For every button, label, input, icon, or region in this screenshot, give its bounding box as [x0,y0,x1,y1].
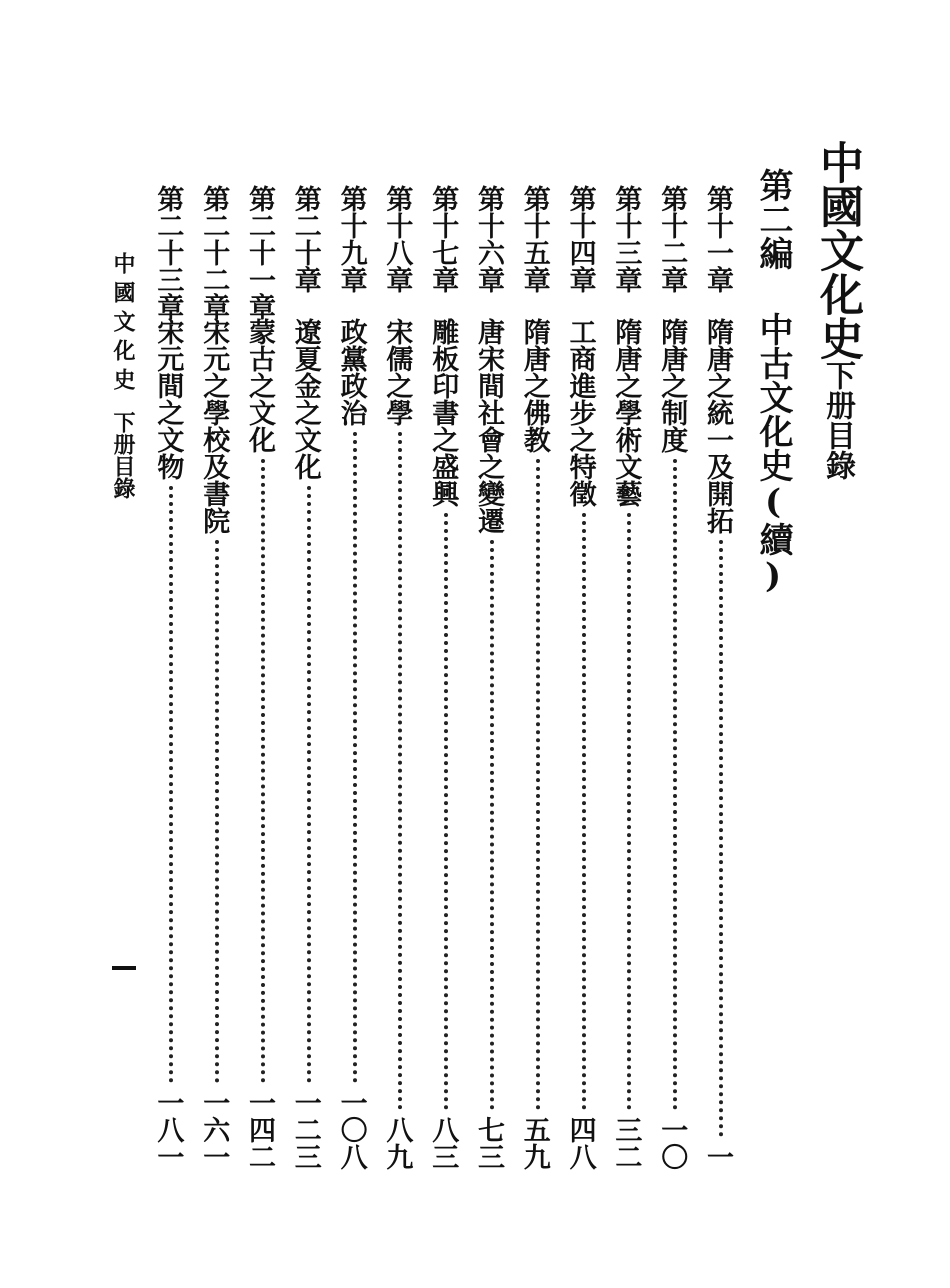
chapter-number: 第二十三章 [152,185,184,320]
chapter-title: 宋元之學校及書院 [198,318,230,534]
chapter-number: 第十六章 [473,185,504,293]
chapter-title: 工商進步之特徵 [564,318,596,507]
dot-leader [307,486,311,1083]
chapter-title: 隋唐之學術文藝 [610,318,642,507]
chapter-page: 七三 [473,1116,504,1170]
toc-entry [518,185,555,1170]
toc-entry [475,185,509,1170]
chapter-number: 第十九章 [335,185,367,293]
toc-entry [154,185,188,1170]
chapter-title: 隋唐之統一及開拓 [702,318,733,534]
dot-leader [673,459,677,1110]
chapter-number: 第十七章 [427,185,459,293]
dot-leader [719,540,723,1137]
chapter-title: 遼夏金之文化 [289,318,321,480]
chapter-title: 雕板印書之盛興 [427,318,459,507]
dot-leader [627,513,631,1110]
chapter-number: 第二十二章 [198,185,230,320]
toc-entry [564,185,601,1170]
book-title-sub: 下册目錄 [820,360,855,480]
chapter-number: 第二十一章 [244,185,275,320]
page-footer [112,252,134,499]
chapter-number: 第二十章 [289,185,321,293]
chapter-title: 蒙古之文化 [244,318,275,453]
footer-title: 中國文化史 [110,252,136,397]
chapter-title: 宋元間之文物 [152,318,184,480]
chapter-page: 三二 [610,1116,642,1170]
dot-leader [582,513,586,1110]
book-title [812,140,863,480]
dot-leader [490,540,494,1110]
chapter-page: 一〇八 [335,1089,367,1170]
toc-entry [704,185,738,1170]
chapter-title: 政黨政治 [335,318,367,426]
chapter-page: 八三 [427,1116,459,1170]
dot-leader [169,486,173,1083]
chapter-number: 第十四章 [564,185,596,293]
chapter-page: 一六一 [198,1089,230,1170]
book-title-main: 中國文化史 [812,140,863,360]
chapter-title: 宋儒之學 [381,318,413,426]
chapter-page: 八九 [381,1116,413,1170]
part-heading [753,168,793,596]
toc-entry [246,185,280,1170]
footer-subtitle: 下册目錄 [110,411,136,499]
page-number [112,966,136,970]
toc-entry [289,185,326,1170]
chapter-title: 唐宋間社會之變遷 [473,318,504,534]
chapter-page: 一 [702,1143,733,1170]
toc-entry [612,185,646,1170]
chapter-page: 五九 [518,1116,550,1170]
toc-entry [383,185,417,1170]
chapter-number: 第十一章 [702,185,733,293]
toc-entry [658,185,692,1170]
dot-leader [215,540,219,1083]
chapter-page: 一〇 [656,1116,688,1170]
dot-leader [353,432,357,1083]
chapter-page: 一二三 [289,1089,321,1170]
chapter-page: 一四二 [244,1089,275,1170]
dot-leader [261,459,265,1083]
chapter-title: 隋唐之制度 [656,318,688,453]
chapter-number: 第十八章 [381,185,413,293]
chapter-page: 一八一 [152,1089,184,1170]
part-number: 第二編 [753,168,793,270]
chapter-title: 隋唐之佛教 [518,318,550,453]
chapter-number: 第十五章 [518,185,550,293]
chapter-number: 第十二章 [656,185,688,293]
toc-entry [200,185,234,1170]
part-title: 中古文化史(續) [753,312,793,596]
toc-entry [429,185,463,1170]
chapter-page: 四八 [564,1116,596,1170]
dot-leader [536,459,540,1110]
toc-entry [335,185,372,1170]
chapter-number: 第十三章 [610,185,642,293]
dot-leader [444,513,448,1110]
dot-leader [398,432,402,1110]
